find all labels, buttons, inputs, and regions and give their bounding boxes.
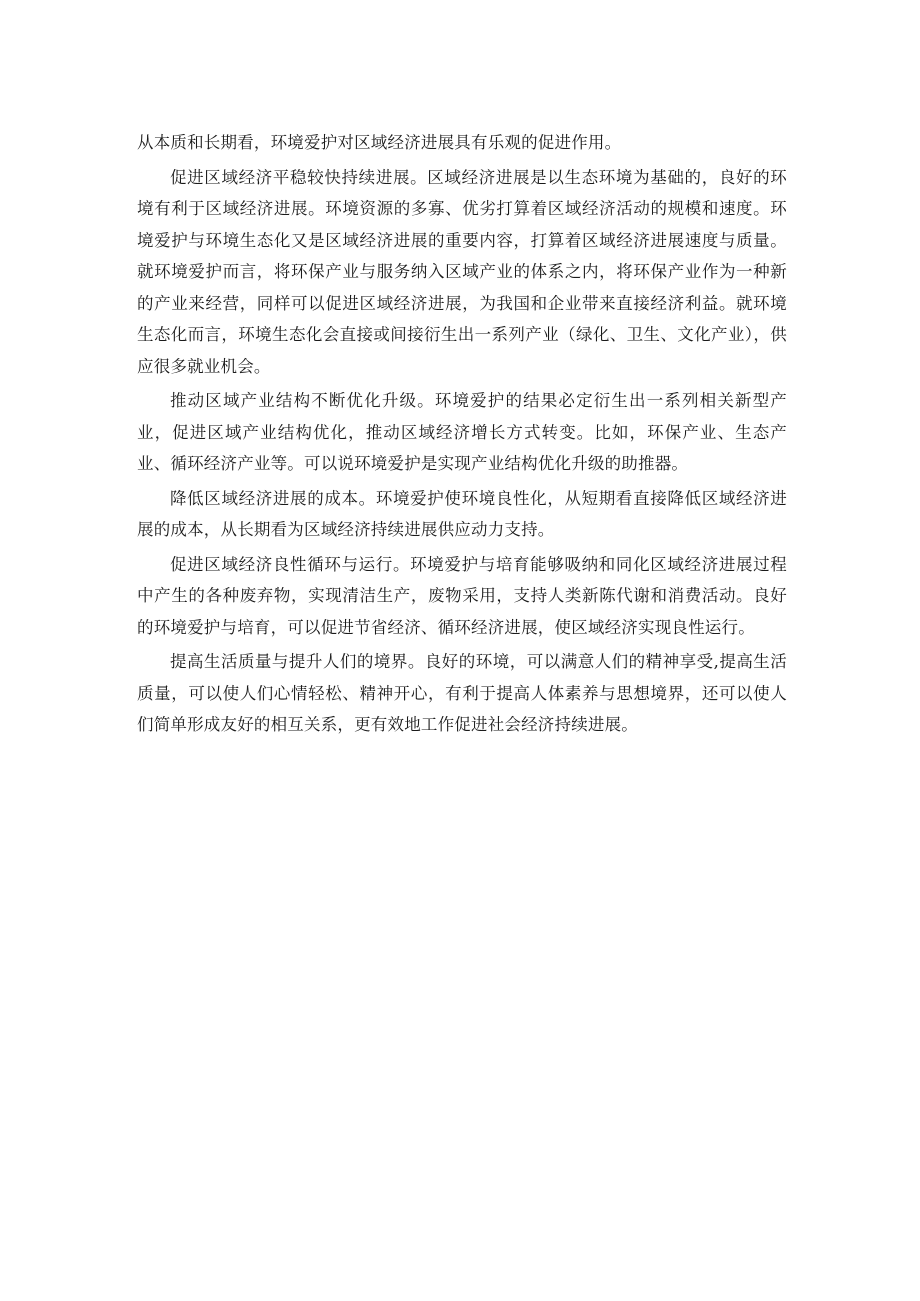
paragraph-industrial-structure: 推动区域产业结构不断优化升级。环境爱护的结果必定衍生出一系列相关新型产业，促进区域产业结构优化，推动区域经济增长方式转变。比如，环保产业、生态产业、循环经济产业等。可以说环境爱护是实现产业结构优化升级的助推器。 — [137, 391, 787, 473]
paragraph-quality-of-life: 提高生活质量与提升人们的境界。良好的环境，可以满意人们的精神享受,提高生活质量，可以使人们心情轻松、精神开心，有利于提高人体素养与思想境界，还可以使人们简单形成友好的相互关系，更有效地工作促进社会经济持续进展。 — [137, 652, 787, 734]
document-body — [137, 127, 787, 744]
paragraph-reduce-cost: 降低区域经济进展的成本。环境爱护使环境良性化，从短期看直接降低区域经济进展的成本，从长期看为区域经济持续进展供应动力支持。 — [137, 488, 787, 539]
paragraph-intro-continuation: 从本质和长期看，环境爱护对区域经济进展具有乐观的促进作用。 — [137, 133, 622, 152]
paragraph-virtuous-cycle: 促进区域经济良性循环与运行。环境爱护与培育能够吸纳和同化区域经济进展过程中产生的各种废弃物，实现清洁生产，废物采用，支持人类新陈代谢和消费活动。良好的环境爱护与培育，可以促进节省经济、循环经济进展，使区域经济实现良性运行。 — [137, 554, 787, 637]
paragraph-regional-growth: 促进区域经济平稳较快持续进展。区域经济进展是以生态环境为基础的，良好的环境有利于区域经济进展。环境资源的多寡、优劣打算着区域经济活动的规模和速度。环境爱护与环境生态化又是区域经济进展的重要内容，打算着区域经济进展速度与质量。就环境爱护而言，将环保产业与服务纳入区域产业的体系之内，将环保产业作为一种新的产业来经营，同样可以促进区域经济进展，为我国和企业带来直接经济利益。就环境生态化而言，环境生态化会直接或间接衍生出一系列产业（绿化、卫生、文化产业），供应很多就业机会。 — [137, 167, 787, 376]
